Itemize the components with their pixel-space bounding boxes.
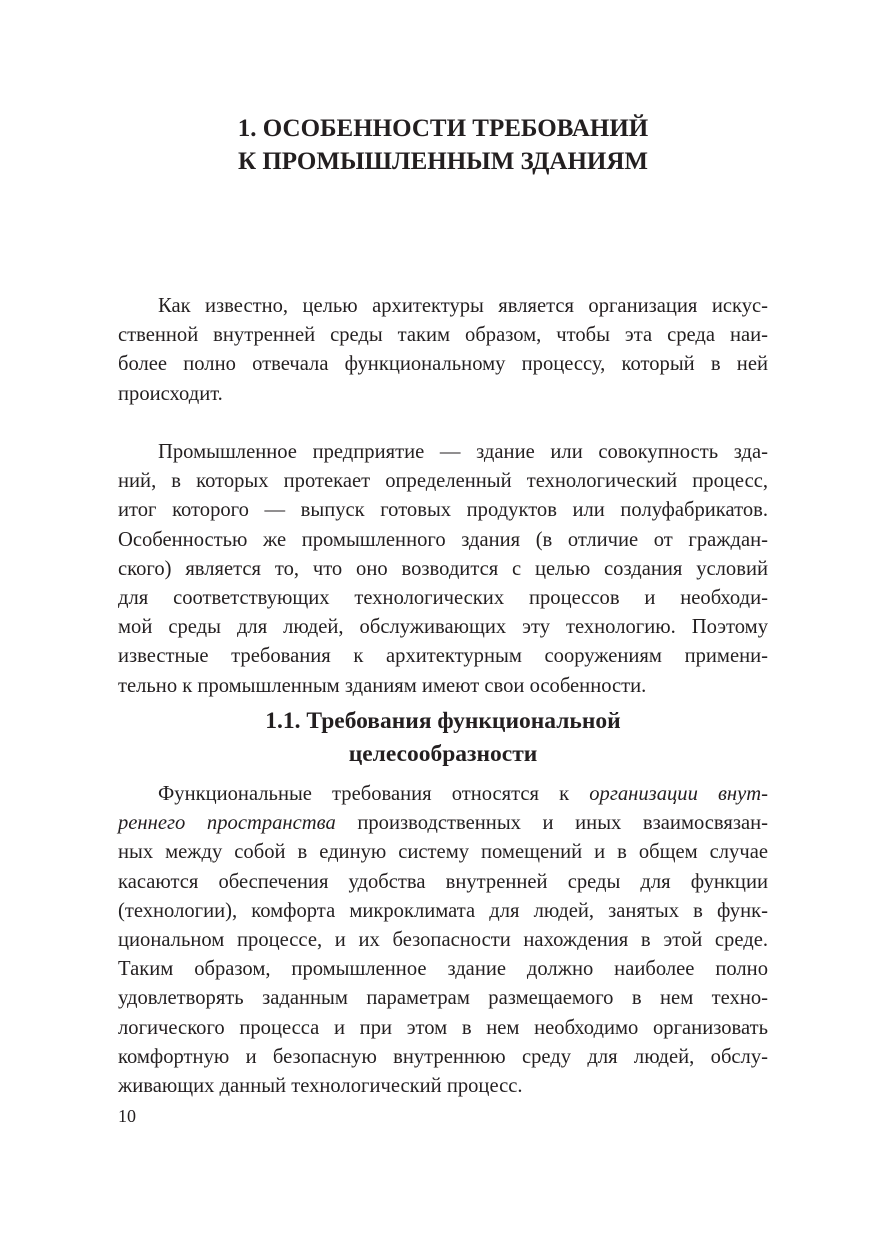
italic-term: организации внут- bbox=[589, 783, 768, 805]
text-line: живающих данный технологический процесс. bbox=[118, 1075, 523, 1098]
text-line: Промышленное предприятие — здание или совокупность зда- bbox=[158, 441, 768, 463]
text-line: для соответствующих технологических процессов и необходи- bbox=[118, 587, 768, 610]
text-line: циональном процессе, и их безопасности нахождения в этой среде. bbox=[118, 929, 768, 952]
text-line: ственной внутренней среды таким образом, чтобы эта среда наи- bbox=[118, 324, 768, 347]
text-line: более полно отвечала функциональному процессу, который в ней bbox=[118, 353, 768, 376]
text-line bbox=[118, 780, 768, 809]
text-fragment: Функциональные требования относятся к bbox=[158, 783, 590, 805]
chapter-title-line-1: 1. ОСОБЕННОСТИ ТРЕБОВАНИЙ bbox=[237, 115, 649, 142]
text-line: происходит. bbox=[118, 382, 223, 405]
text-line: логического процесса и при этом в нем необходимо организовать bbox=[118, 1016, 768, 1039]
paragraph-functional-requirements bbox=[118, 780, 768, 1101]
section-title bbox=[118, 705, 768, 771]
text-line: ний, в которых протекает определенный технологический процесс, bbox=[118, 470, 768, 493]
page-number: 10 bbox=[118, 1106, 136, 1126]
text-line: (технологии), комфорта микроклимата для людей, занятых в функ- bbox=[118, 899, 768, 922]
section-title-line-2: целесообразности bbox=[348, 741, 538, 767]
paragraph-intro bbox=[118, 292, 768, 409]
text-line bbox=[118, 809, 768, 838]
chapter-title-line-2: К ПРОМЫШЛЕННЫМ ЗДАНИЯМ bbox=[237, 148, 649, 175]
section-title-line-1: 1.1. Требования функциональной bbox=[265, 708, 621, 734]
text-line: Как известно, целью архитектуры является организация искус- bbox=[158, 295, 768, 317]
text-line: Особенностью же промышленного здания (в отличие от граждан- bbox=[118, 528, 768, 551]
text-line: ных между собой в единую систему помещений и в общем случае bbox=[118, 841, 768, 864]
chapter-title bbox=[118, 112, 768, 178]
text-line: касаются обеспечения удобства внутренней среды для функции bbox=[118, 870, 768, 893]
text-line: ского) является то, что оно возводится с целью создания условий bbox=[118, 557, 768, 580]
italic-term: реннего пространства bbox=[118, 812, 336, 835]
text-line: тельно к промышленным зданиям имеют свои особенности. bbox=[118, 674, 647, 697]
text-line: комфортную и безопасную внутреннюю среду для людей, обслу- bbox=[118, 1045, 768, 1068]
text-line: известные требования к архитектурным сооружениям примени- bbox=[118, 645, 768, 668]
text-line: итог которого — выпуск готовых продуктов или полуфабрикатов. bbox=[118, 499, 768, 522]
text-line: удовлетворять заданным параметрам размещаемого в нем техно- bbox=[118, 987, 768, 1010]
book-page bbox=[118, 0, 768, 1241]
text-line: мой среды для людей, обслуживающих эту технологию. Поэтому bbox=[118, 616, 768, 639]
paragraph-industrial-enterprise bbox=[118, 438, 768, 701]
text-line: Таким образом, промышленное здание должно наиболее полно bbox=[118, 958, 768, 981]
text-fragment: производственных и иных взаимосвязан- bbox=[335, 812, 769, 835]
